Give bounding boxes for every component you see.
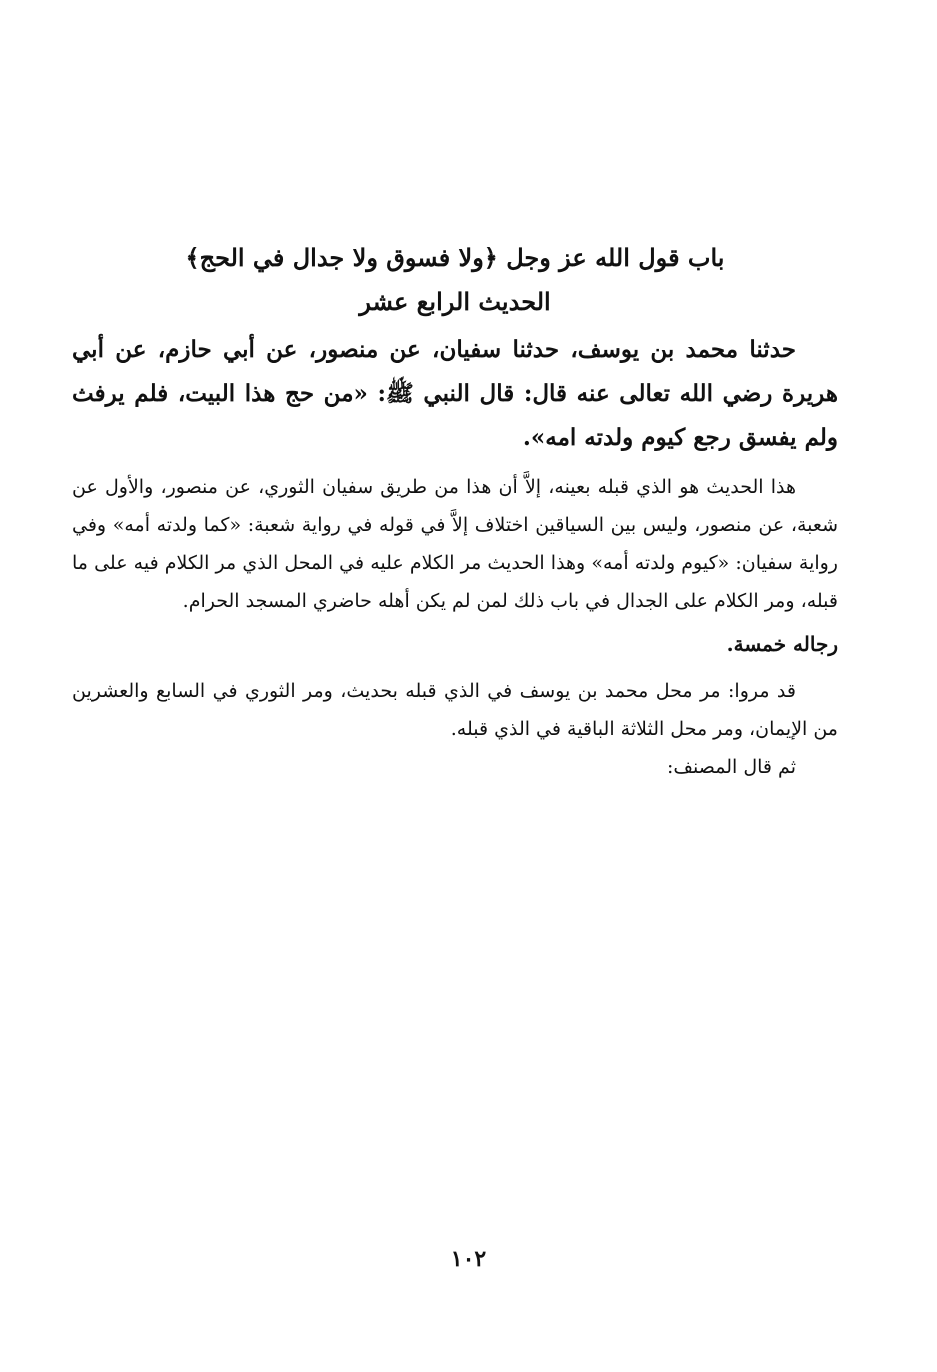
hadith-text: حدثنا محمد بن يوسف، حدثنا سفيان، عن منصور، عن أبي حازم، عن أبي هريرة رضي الله تعالى عنه قال: قال النبي ﷺ: «من حج هذا البيت، فلم يرفث ولم يفسق رجع كيوم ولدته امه». — [72, 336, 838, 451]
hadith-title: الحديث الرابع عشر — [359, 287, 551, 316]
narrators-paragraph: قد مروا: مر محل محمد بن يوسف في الذي قبله بحديث، ومر الثوري في السابع والعشرين من الإيمان، ومر محل الثلاثة الباقية في الذي قبله. — [72, 680, 838, 740]
chapter-title: باب قول الله عز وجل ﴿ولا فسوق ولا جدال في الحج﴾ — [185, 243, 725, 272]
page-number: ١٠٢ — [450, 1246, 487, 1272]
commentary-paragraph: هذا الحديث هو الذي قبله بعينه، إلاَّ أن هذا من طريق سفيان الثوري، عن منصور، والأول عن شعبة، عن منصور، وليس بين السياقين اختلاف إلاَّ في قوله في رواية شعبة: «كما ولدته أمه» وفي رواية سفيان: «كيوم ولدته أمه» وهذا الحديث مر الكلام عليه في المحل الذي مر الكلام فيه على ما قبله، ومر الكلام على الجدال في باب ذلك لمن لم يكن أهله حاضري المسجد الحرام. — [72, 476, 838, 612]
page-content — [72, 236, 838, 786]
narrators-heading: رجاله خمسة. — [726, 632, 838, 656]
closing-line: ثم قال المصنف: — [666, 756, 796, 778]
